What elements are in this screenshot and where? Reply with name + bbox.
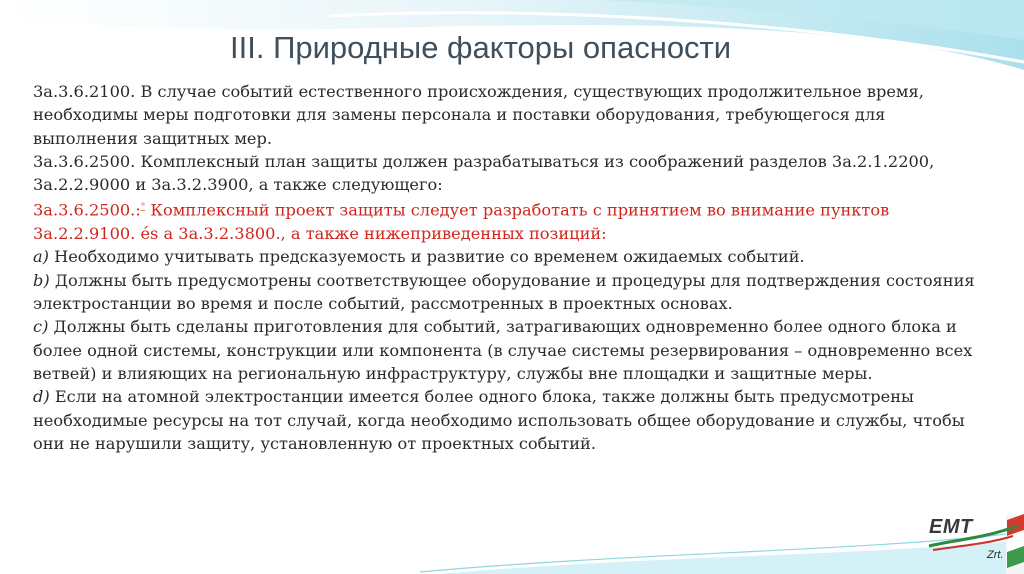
logo-zrt-text: Zrt. (987, 549, 1004, 561)
amendment-ref: 3а.3.6.2500.: (33, 200, 141, 220)
paragraph-2500: 3а.3.6.2500. Комплексный план защиты должен разрабатываться из соображений разделов 3а.2.1.2200, 3а.2.2.9000 и 3а.3.2.3900, а также следующего: (33, 151, 935, 195)
item-d-text: Если на атомной электростанции имеется более одного блока, также должны быть предусмотрены необходимые ресурсы на тот случай, когда необходимо использовать общее оборудование и службы, чтобы они не нарушили защиту, установленную от проектных событий. (33, 387, 965, 453)
page-title: III. Природные факторы опасности (230, 30, 732, 65)
amendment-text: Комплексный проект защиты следует разработать с принятием во внимание пунктов 3а.2.2.9100. és а 3а.3.2.3800., а также нижеприведенных позиций: (33, 200, 890, 244)
item-b-text: Должны быть предусмотрены соответствующее оборудование и процедуры для подтверждения состояния электростанции во время и после событий, рассмотренных в проектных основах. (33, 270, 975, 314)
list-item-c (33, 315, 993, 385)
item-d-label: d) (33, 387, 50, 407)
item-a-label: a) (33, 247, 49, 267)
document-body (33, 80, 993, 455)
item-a-text: Необходимо учитывать предсказуемость и развитие со временем ожидаемых событий. (48, 247, 805, 267)
list-item-d (33, 385, 993, 455)
footnote-link[interactable]: * (140, 202, 146, 213)
paragraph-2100: 3а.3.6.2100. В случае событий естественного происхождения, существующих продолжительное время, необходимы меры подготовки для замены персонала и поставки оборудования, требующегося для выполнения защитных мер. (33, 82, 924, 148)
item-c-text: Должны быть сделаны приготовления для событий, затрагивающих одновременно более одного блока и более одной системы, конструкции или компонента (в случае системы резервирования – одновременно всех ветвей) и влияющих на региональную инфраструктуру, службы вне площадки и защитные меры. (33, 317, 973, 383)
item-c-label: c) (33, 317, 49, 337)
logo-emt-text: EMT (929, 516, 973, 538)
list-item-a (33, 245, 993, 268)
emt-logo (925, 512, 1021, 570)
paragraph-2500-amendment (33, 196, 993, 245)
item-b-label: b) (33, 270, 50, 290)
list-item-b (33, 269, 993, 316)
